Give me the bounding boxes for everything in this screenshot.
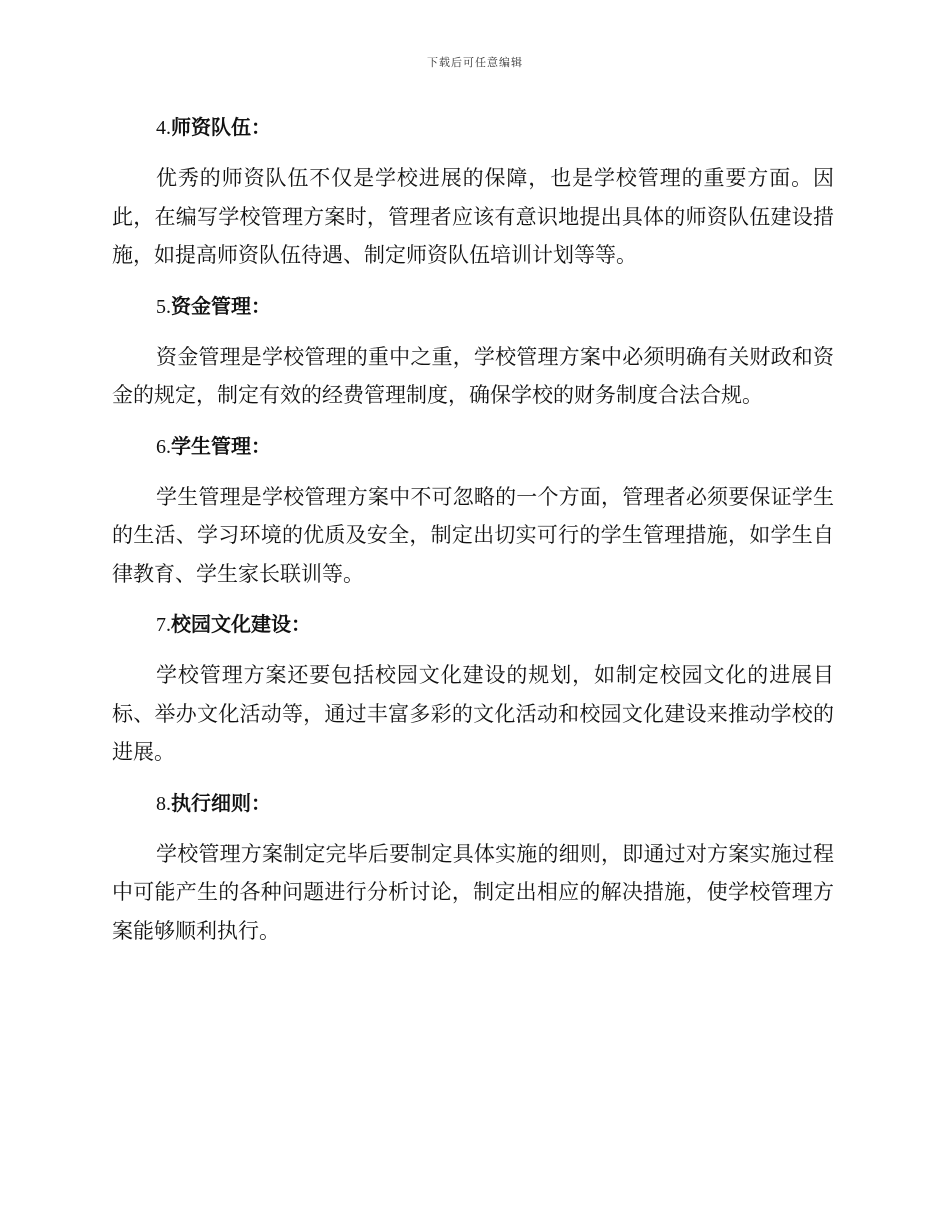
section-campus-culture	[112, 605, 834, 772]
section-heading	[112, 784, 834, 823]
section-paragraph: 资金管理是学校管理的重中之重，学校管理方案中必须明确有关财政和资金的规定，制定有效的经费管理制度，确保学校的财务制度合法合规。	[112, 344, 834, 407]
section-heading	[112, 427, 834, 466]
section-title: 校园文化建设：	[171, 612, 311, 636]
section-paragraph: 学校管理方案还要包括校园文化建设的规划，如制定校园文化的进展目标、举办文化活动等，通过丰富多彩的文化活动和校园文化建设来推动学校的进展。	[112, 663, 834, 764]
section-paragraph: 学生管理是学校管理方案中不可忽略的一个方面，管理者必须要保证学生的生活、学习环境的优质及安全，制定出切实可行的学生管理措施，如学生自律教育、学生家长联训等。	[112, 484, 834, 586]
document-body	[112, 108, 834, 962]
section-fund-management	[112, 287, 834, 415]
section-number: 7.	[156, 614, 171, 636]
section-number: 4.	[156, 117, 171, 139]
page-header: 下载后可任意编辑	[427, 56, 523, 69]
section-title: 资金管理：	[171, 293, 271, 318]
section-heading	[112, 605, 834, 644]
section-number: 8.	[156, 792, 171, 815]
section-heading	[112, 287, 834, 326]
section-student-management	[112, 427, 834, 594]
section-number: 6.	[156, 435, 171, 458]
section-paragraph: 学校管理方案制定完毕后要制定具体实施的细则，即通过对方案实施过程中可能产生的各种问题进行分析讨论，制定出相应的解决措施，使学校管理方案能够顺利执行。	[112, 841, 834, 943]
section-execution-rules	[112, 784, 834, 951]
section-title: 师资队伍：	[171, 115, 271, 139]
section-teaching-staff	[112, 108, 834, 275]
section-title: 学生管理：	[171, 433, 271, 458]
section-number: 5.	[156, 295, 171, 318]
section-paragraph: 优秀的师资队伍不仅是学校进展的保障，也是学校管理的重要方面。因此，在编写学校管理方案时，管理者应该有意识地提出具体的师资队伍建设措施，如提高师资队伍待遇、制定师资队伍培训计划等等。	[112, 166, 834, 267]
section-heading	[112, 108, 834, 147]
section-title: 执行细则：	[171, 790, 271, 815]
